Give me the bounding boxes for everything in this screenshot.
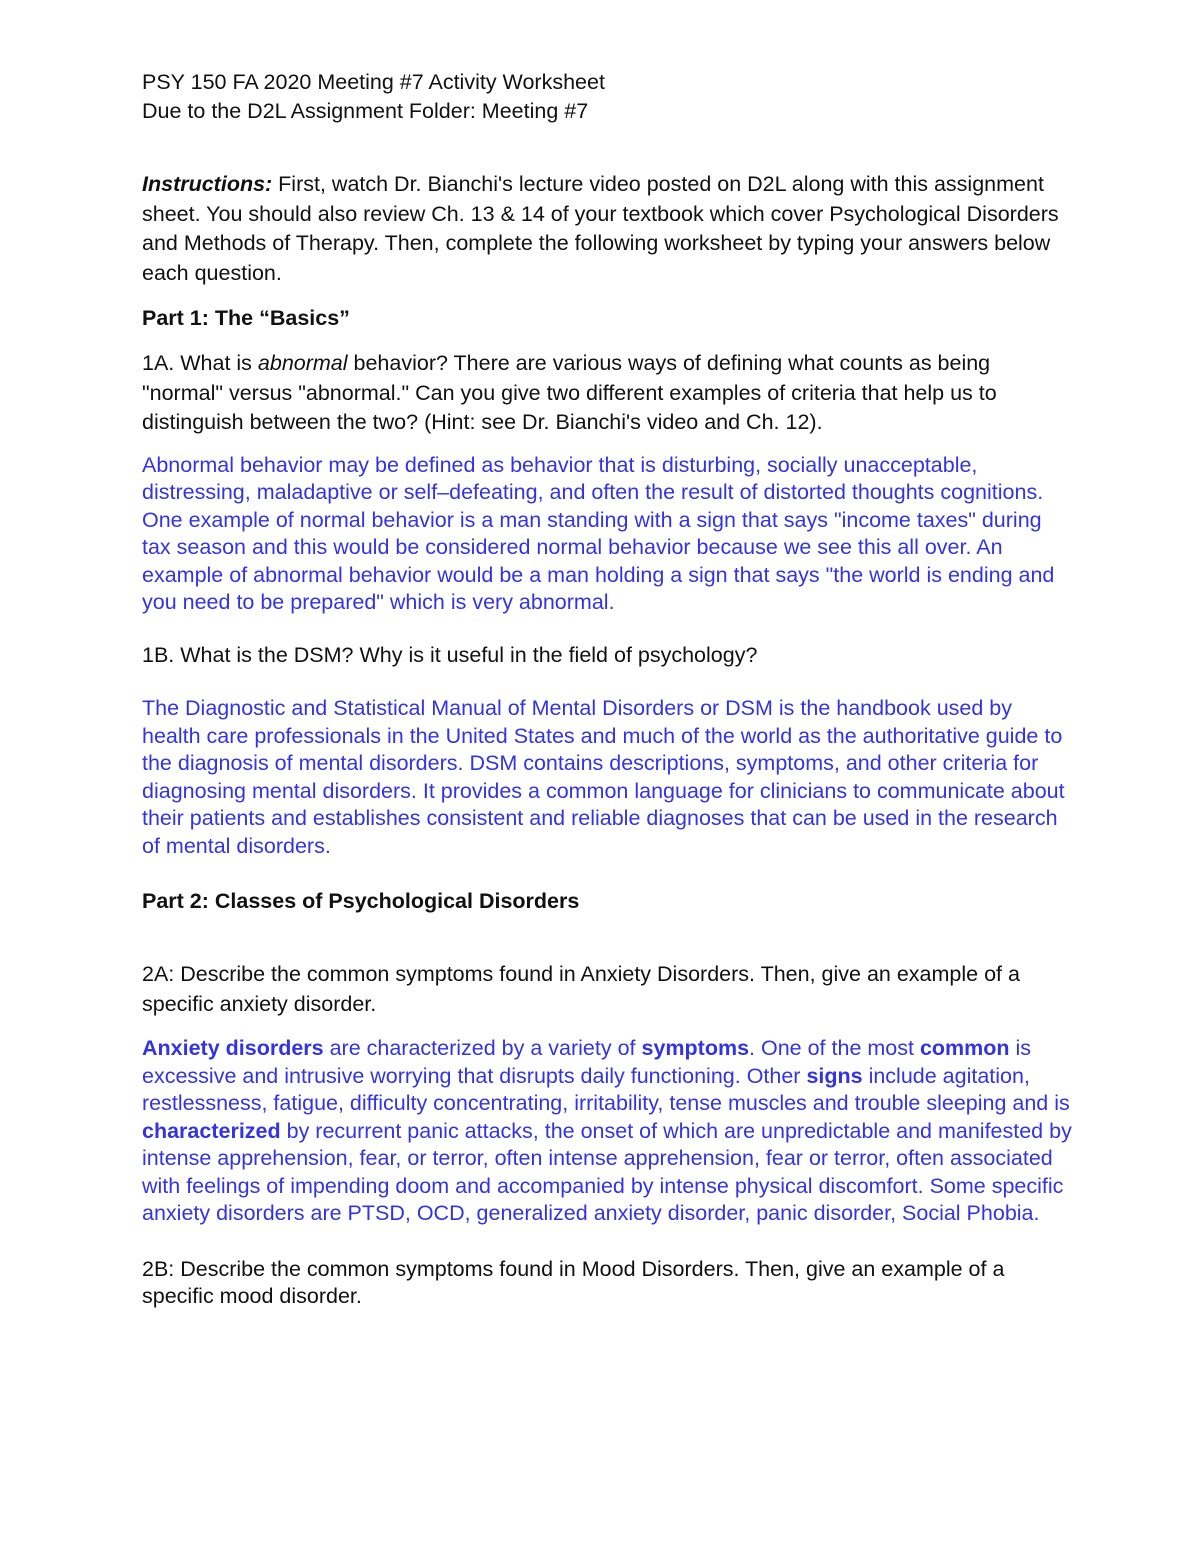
question-1b: 1B. What is the DSM? Why is it useful in the field of psychology? (142, 642, 758, 667)
q1a-emphasis: abnormal (257, 351, 348, 375)
q1a-prefix: 1A. What is (142, 351, 258, 375)
due-line: Due to the D2L Assignment Folder: Meeting #7 (142, 99, 589, 123)
question-1a (142, 349, 1072, 438)
keyword-symptoms: symptoms (641, 1036, 750, 1060)
keyword-characterized: characterized (142, 1118, 281, 1143)
keyword-common: common (919, 1036, 1010, 1060)
worksheet-title: PSY 150 FA 2020 Meeting #7 Activity Worksheet (142, 70, 605, 94)
answer-2a (142, 1035, 1072, 1228)
worksheet-page (142, 66, 1072, 1310)
answer-2a-text-4: include agitation, restlessness, fatigue, difficulty concentrating, irritability, tense muscles and trouble sleeping and is (142, 1063, 1070, 1115)
instructions-label: Instructions: (142, 172, 273, 196)
part1-heading: Part 1: The “Basics” (142, 306, 350, 330)
answer-2a-text-5: by recurrent panic attacks, the onset of which are unpredictable and manifested by intense apprehension, fear, or terror, often intense apprehension, fear or terror, often associated with feelings of impending doom and accompanied by intense physical discomfort. Some specific anxiety disorders are PTSD, OCD, generalized anxiety disorder, panic disorder, Social Phobia. (142, 1118, 1072, 1225)
q1a-rest: behavior? There are various ways of defining what counts as being "normal" versus "abnormal." Can you give two different examples of criteria that help us to distinguish between the two? (Hint: see Dr. Bianchi's video and Ch. 12). (142, 351, 997, 434)
part2-heading: Part 2: Classes of Psychological Disorders (142, 889, 580, 913)
answer-2a-text-2: . One of the most (749, 1036, 920, 1060)
instructions (142, 170, 1072, 288)
keyword-signs: signs (806, 1063, 863, 1088)
instructions-text: First, watch Dr. Bianchi's lecture video posted on D2L along with this assignment sheet. You should also review Ch. 13 & 14 of your textbook which cover Psychological Disorders and Methods of Therapy. Then, complete the following worksheet by typing your answers below each question. (142, 172, 1059, 285)
answer-1b: The Diagnostic and Statistical Manual of Mental Disorders or DSM is the handbook used by health care professionals in the United States and much of the world as the authoritative guide to the diagnosis of mental disorders. DSM contains descriptions, symptoms, and other criteria for diagnosing mental disorders. It provides a common language for clinicians to communicate about their patients and establishes consistent and reliable diagnoses that can be used in the research of mental disorders. (142, 696, 1065, 858)
question-2a: 2A: Describe the common symptoms found in Anxiety Disorders. Then, give an example of a specific anxiety disorder. (142, 962, 1020, 1016)
answer-1a: Abnormal behavior may be defined as behavior that is disturbing, socially unacceptable, distressing, maladaptive or self‒defeating, and often the result of distorted thoughts cognitions. One example of normal behavior is a man standing with a sign that says "income taxes" during tax season and this would be considered normal behavior because we see this all over. An example of abnormal behavior would be a man holding a sign that says "the world is ending and you need to be prepared" which is very abnormal. (142, 452, 1055, 614)
question-2b: 2B: Describe the common symptoms found in Mood Disorders. Then, give an example of a specific mood disorder. (142, 1256, 1005, 1308)
keyword-anxiety-disorders: Anxiety disorders (142, 1036, 324, 1060)
answer-2a-text-1: are characterized by a variety of (323, 1036, 642, 1060)
answer-2a-text-3: is excessive and intrusive worrying that disrupts daily functioning. Other (142, 1036, 1032, 1088)
